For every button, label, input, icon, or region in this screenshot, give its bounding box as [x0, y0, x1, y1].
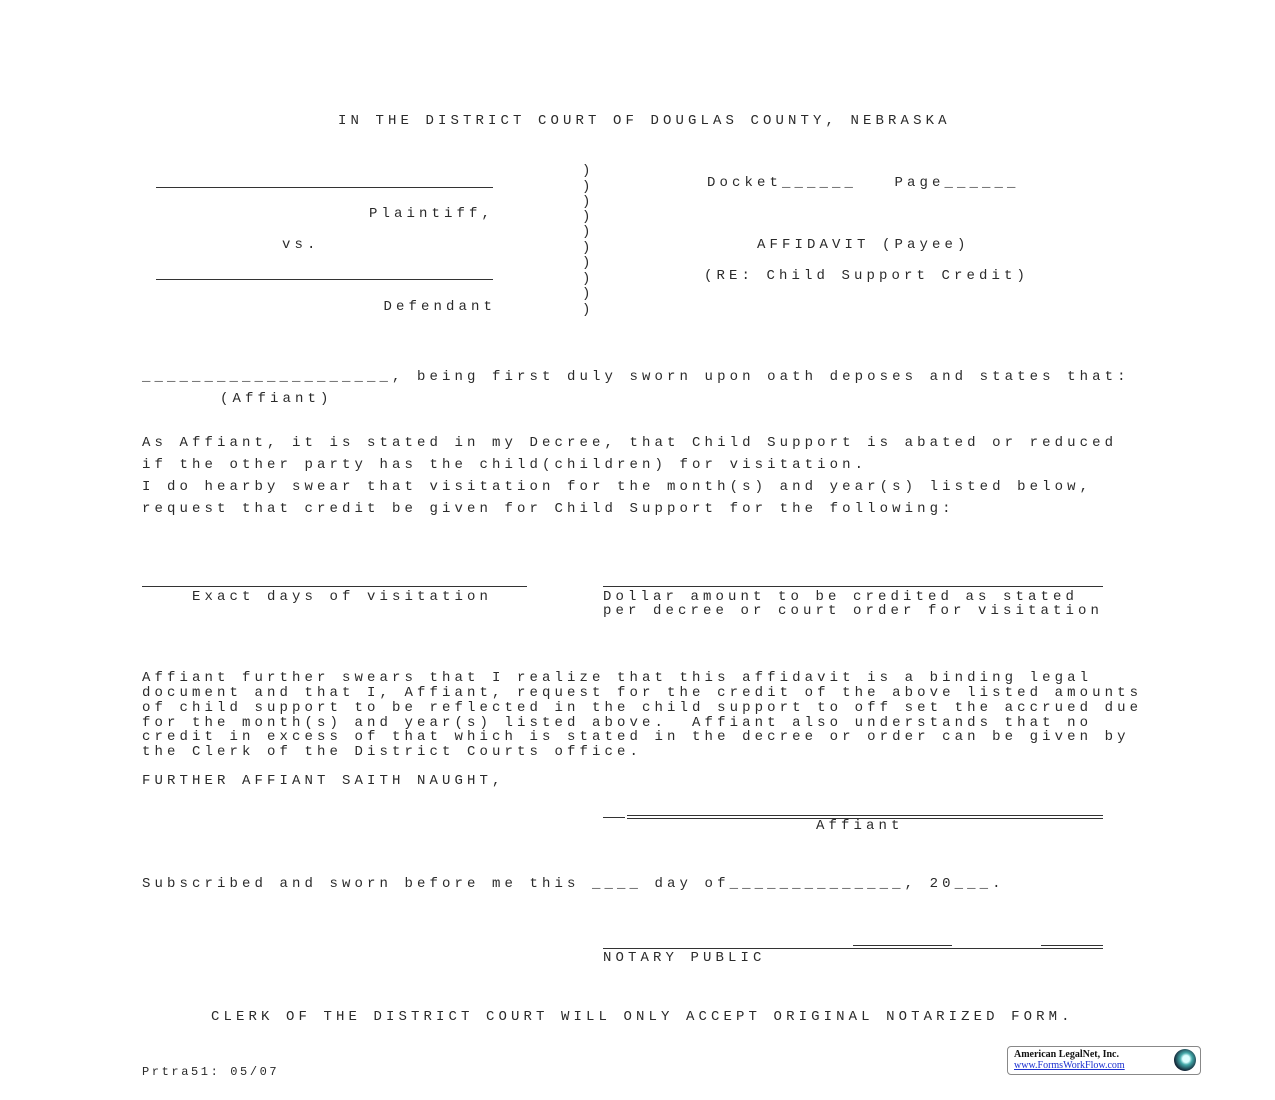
- globe-icon: [1174, 1049, 1196, 1071]
- notary-line-segment: [853, 945, 952, 946]
- amount-label: Dollar amount to be credited as stated: [603, 589, 1079, 605]
- vs-label: vs.: [282, 237, 320, 253]
- signature-label: Affiant: [816, 818, 904, 834]
- caption-paren: ): [582, 255, 595, 271]
- days-field-line[interactable]: [142, 586, 527, 587]
- plaintiff-label: Plaintiff,: [368, 206, 494, 222]
- caption-paren: ): [582, 286, 595, 302]
- notary-label: NOTARY PUBLIC: [603, 950, 766, 966]
- notary-line-segment: [1041, 945, 1103, 946]
- amount-field-line[interactable]: [603, 586, 1103, 587]
- days-label: Exact days of visitation: [192, 589, 493, 605]
- subscribed-line: Subscribed and sworn before me this ____ day of______________, 20___.: [142, 876, 1005, 892]
- document-subtitle: (RE: Child Support Credit): [704, 268, 1030, 284]
- intro-line: As Affiant, it is stated in my Decree, that Child Support is abated or reduced: [142, 435, 1118, 451]
- further-line: credit in excess of that which is stated in the decree or order can be given by: [142, 729, 1130, 745]
- further-line: of child support to be reflected in the child support to off set the accrued due: [142, 700, 1143, 716]
- caption-paren: ): [582, 194, 595, 210]
- caption-paren: ): [582, 271, 595, 287]
- further-line: document and that I, Affiant, request for the credit of the above listed amounts: [142, 685, 1143, 701]
- docket-page: Docket______ Page______: [707, 175, 1020, 191]
- defendant-name-line: [156, 279, 493, 280]
- notary-signature-line[interactable]: [603, 948, 1103, 949]
- saith-naught: FURTHER AFFIANT SAITH NAUGHT,: [142, 773, 505, 789]
- amount-label: per decree or court order for visitation: [603, 603, 1104, 619]
- intro-line: I do hearby swear that visitation for the month(s) and year(s) listed below,: [142, 479, 1093, 495]
- court-title: IN THE DISTRICT COURT OF DOUGLAS COUNTY, NEBRASKA: [338, 113, 951, 129]
- caption-paren: ): [582, 240, 595, 256]
- affiant-caption: (Affiant): [220, 391, 333, 407]
- caption-paren: ): [582, 224, 595, 240]
- caption-paren: ): [582, 302, 595, 318]
- defendant-label: Defendant: [383, 299, 496, 315]
- clerk-notice: CLERK OF THE DISTRICT COURT WILL ONLY ACCEPT ORIGINAL NOTARIZED FORM.: [211, 1009, 1074, 1025]
- logo-name: American LegalNet, Inc.: [1014, 1049, 1119, 1060]
- caption-paren: ): [582, 163, 595, 179]
- further-line: for the month(s) and year(s) listed above. Affiant also understands that no: [142, 715, 1093, 731]
- document-title: AFFIDAVIT (Payee): [757, 237, 970, 253]
- caption-paren: ): [582, 179, 595, 195]
- form-id: Prtra51: 05/07: [142, 1065, 280, 1079]
- oath-line: ____________________, being first duly sworn upon oath deposes and states that:: [142, 369, 1130, 385]
- further-line: Affiant further swears that I realize that this affidavit is a binding legal: [142, 670, 1093, 686]
- logo-url[interactable]: www.FormsWorkFlow.com: [1014, 1060, 1125, 1071]
- intro-line: request that credit be given for Child Support for the following:: [142, 501, 955, 517]
- caption-paren: ): [582, 209, 595, 225]
- american-legalnet-logo[interactable]: [1007, 1046, 1201, 1075]
- further-line: the Clerk of the District Courts office.: [142, 744, 643, 760]
- plaintiff-name-line: [156, 187, 493, 188]
- signature-line-lead: [603, 817, 625, 818]
- intro-line: if the other party has the child(children) for visitation.: [142, 457, 868, 473]
